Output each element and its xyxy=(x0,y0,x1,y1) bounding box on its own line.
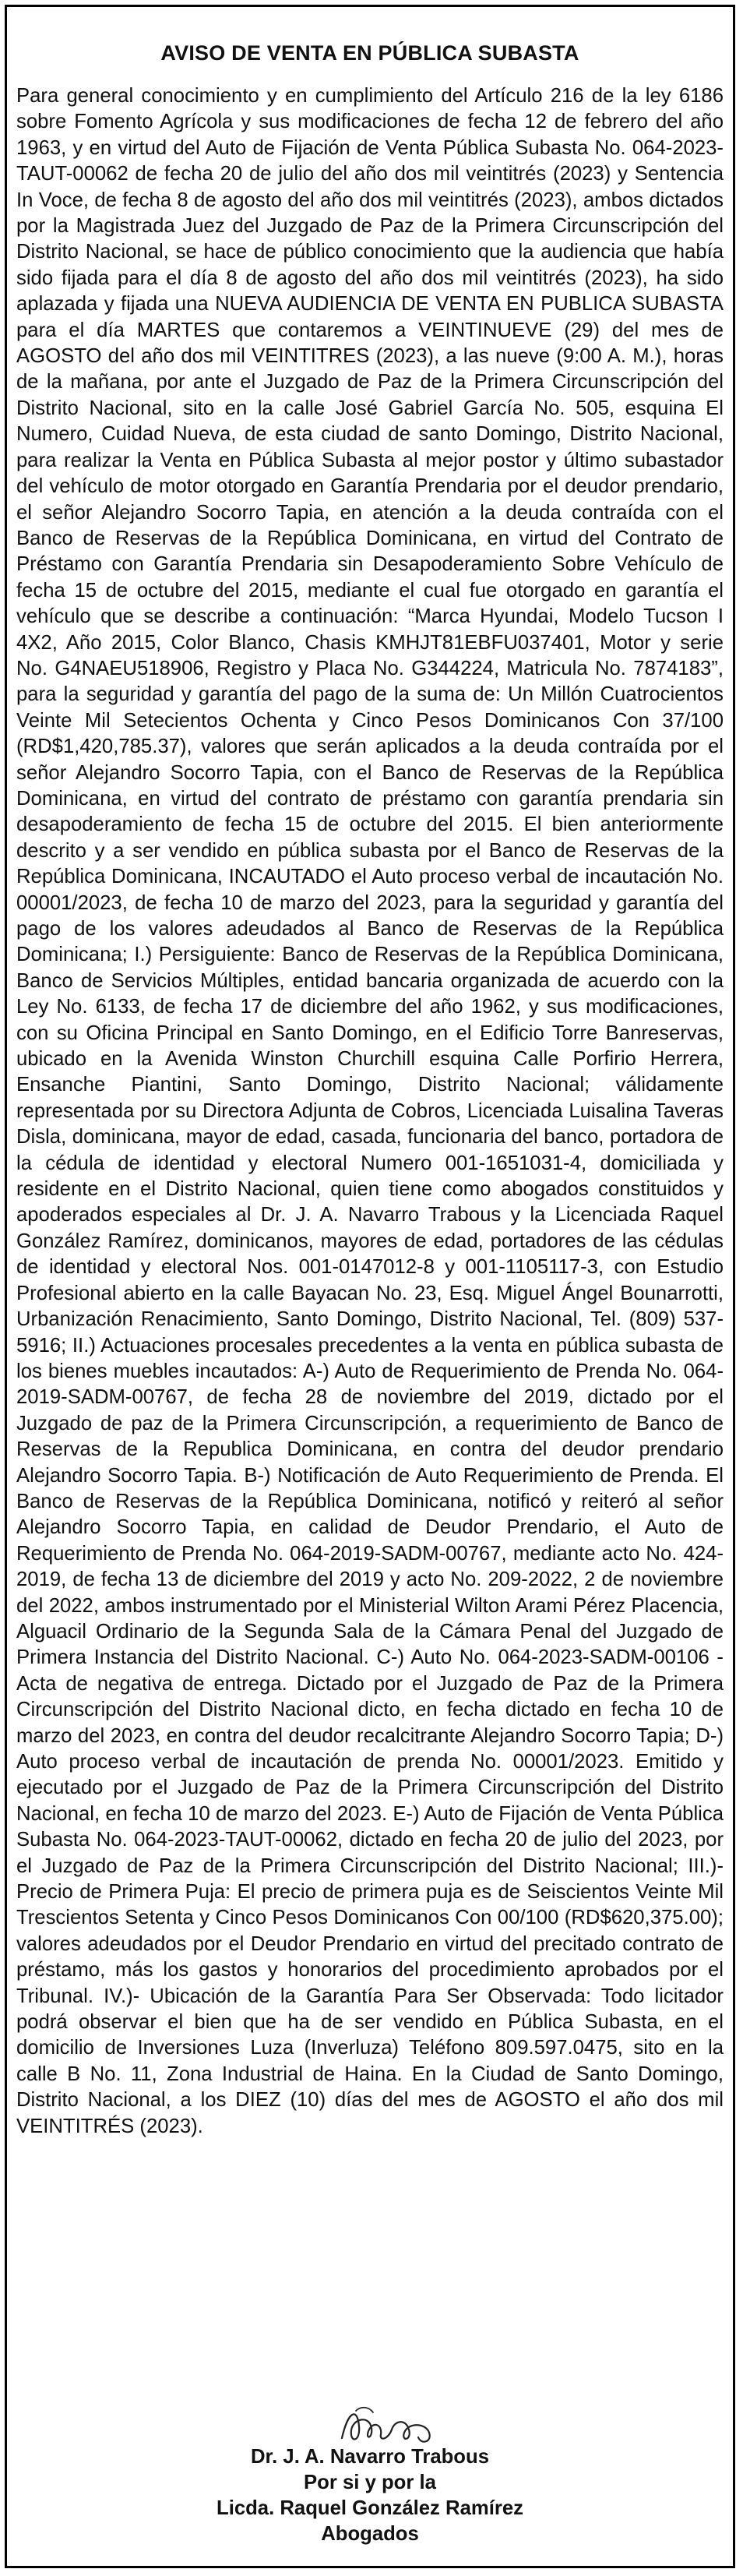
notice-title: AVISO DE VENTA EN PÚBLICA SUBASTA xyxy=(160,41,579,65)
co-signer-name: Licda. Raquel González Ramírez xyxy=(217,2497,523,2519)
signer-role: Abogados xyxy=(321,2523,419,2545)
signer-connector: Por si y por la xyxy=(304,2472,436,2493)
notice-body-paragraph: Para general conocimiento y en cumplimiento del Artículo 216 de la ley 6186 sobre Fomento Agrícola y sus modificaciones de fecha 12 de febrero del año 1963, y en virtud del Auto de Fijación de Venta Pública Subasta No. 064-2023-TAUT-00062 de fecha 20 de julio del año dos mil veintitrés (2023) y Sentencia In Voce, de fecha 8 de agosto del año dos mil veintitrés (2023), ambos dictados por la Magistrada Juez del Juzgado de Paz de la Primera Circunscripción del Distrito Nacional, se hace de público conocimiento que la audiencia que había sido fijada para el día 8 de agosto del año dos mil veintitrés (2023), ha sido aplazada y fijada una NUEVA AUDIENCIA DE VENTA EN PUBLICA SUBASTA para el día MARTES que contaremos a VEINTINUEVE (29) del mes de AGOSTO del año dos mil VEINTITRES (2023), a las nueve (9:00 A. M.), horas de la mañana, por ante el Juzgado de Paz de la Primera Circunscripción del Distrito Nacional, sito en la calle José Gabriel García No. 505, esquina El Numero, Cuidad Nueva, de esta ciudad de santo Domingo, Distrito Nacional, para realizar la Venta en Pública Subasta al mejor postor y último subastador del vehículo de motor otorgado en Garantía Prendaria por el deudor prendario, el señor Alejandro Socorro Tapia, en atención a la deuda contraída con el Banco de Reservas de la República Dominicana, en virtud del Contrato de Préstamo con Garantía Prendaria sin Desapoderamiento Sobre Vehículo de fecha 15 de octubre del 2015, mediante el cual fue otorgado en garantía el vehículo que se describe a continuación: “Marca Hyundai, Modelo Tucson I 4X2, Año 2015, Color Blanco, Chasis KMHJT81EBFU037401, Motor y serie No. G4NAEU518906, Registro y Placa No. G344224, Matricula No. 7874183”, para la seguridad y garantía del pago de la suma de: Un Millón Cuatrocientos Veinte Mil Setecientos Ochenta y Cinco Pesos Dominicanos Con 37/100 (RD$1,420,785.37), valores que serán aplicados a la deuda contraída por el señor Alejandro Socorro Tapia, con el Banco de Reservas de la República Dominicana, en virtud del contrato de préstamo con garantía prendaria sin desapoderamiento de fecha 15 de octubre del 2015. El bien anteriormente descrito y a ser vendido en pública subasta por el Banco de Reservas de la República Dominicana, INCAUTADO el Auto proceso verbal de incautación No. 00001/2023, de fecha 10 de marzo del 2023, para la seguridad y garantía del pago de los valores adeudados al Banco de Reservas de la República Dominicana; I.) Persiguiente: Banco de Reservas de la República Dominicana, Banco de Servicios Múltiples, entidad bancaria organizada de acuerdo con la Ley No. 6133, de fecha 17 de diciembre del año 1962, y sus modificaciones, con su Oficina Principal en Santo Domingo, en el Edificio Torre Banreservas, ubicado en la Avenida Winston Churchill esquina Calle Porfirio Herrera, Ensanche Piantini, Santo Domingo, Distrito Nacional; válidamente representada por su Directora Adjunta de Cobros, Licenciada Luisalina Taveras Disla, dominicana, mayor de edad, casada, funcionaria del banco, portadora de la cédula de identidad y electoral Numero 001-1651031-4, domiciliada y residente en el Distrito Nacional, quien tiene como abogados constituidos y apoderados especiales al Dr. J. A. Navarro Trabous y la Licenciada Raquel González Ramírez, dominicanos, mayores de edad, portadores de las cédulas de identidad y electoral Nos. 001-0147012-8 y 001-1105117-3, con Estudio Profesional abierto en la calle Bayacan No. 23, Esq. Miguel Ángel Bounarrotti, Urbanización Renacimiento, Santo Domingo, Distrito Nacional, Tel. (809) 537-5916; II.) Actuaciones procesales precedentes a la venta en pública subasta de los bienes muebles incautados: A-) Auto de Requerimiento de Prenda No. 064-2019-SADM-00767, de fecha 28 de noviembre del 2019, dictado por el Juzgado de paz de la Primera Circunscripción, a requerimiento de Banco de Reservas de la Republica Dominicana, en contra del deudor prendario Alejandro Socorro Tapia. B-) Notificación de Auto Requerimiento de Prenda. El Banco de Reservas de la República Dominicana, notificó y reiteró al señor Alejandro Socorro Tapia, en calidad de Deudor Prendario, el Auto de Requerimiento de Prenda No. 064-2019-SADM-00767, mediante acto No. 424-2019, de fecha 13 de diciembre del 2019 y acto No. 209-2022, 2 de noviembre del 2022, ambos instrumentado por el Ministerial Wilton Arami Pérez Placencia, Alguacil Ordinario de la Segunda Sala de la Cámara Penal del Juzgado de Primera Instancia del Distrito Nacional. C-) Auto No. 064-2023-SADM-00106 - Acta de negativa de entrega. Dictado por el Juzgado de Paz de la Primera Circunscripción del Distrito Nacional dicto, en fecha dictado en fecha 10 de marzo del 2023, en contra del deudor recalcitrante Alejandro Socorro Tapia; D-) Auto proceso verbal de incautación de prenda No. 00001/2023. Emitido y ejecutado por el Juzgado de Paz de la Primera Circunscripción del Distrito Nacional, en fecha 10 de marzo del 2023. E-) Auto de Fijación de Venta Pública Subasta No. 064-2023-TAUT-00062, dictado en fecha 20 de julio del 2023, por el Juzgado de Paz de la Primera Circunscripción del Distrito Nacional; III.)- Precio de Primera Puja: El precio de primera puja es de Seiscientos Veinte Mil Trescientos Setenta y Cinco Pesos Dominicanos Con 00/100 (RD$620,375.00); valores adeudados por el Deudor Prendario en virtud del precitado contrato de préstamo, más los gastos y honorarios del procedimiento aprobados por el Tribunal. IV.)- Ubicación de la Garantía Para Ser Observada: Todo licitador podrá observar el bien que ha de ser vendido en Pública Subasta, en el domicilio de Inversiones Luza (Inverluza) Teléfono 809.597.0475, sito en la calle B No. 11, Zona Industrial de Haina. En la Ciudad de Santo Domingo, Distrito Nacional, a los DIEZ (10) días del mes de AGOSTO el año dos mil VEINTITRÉS (2023). xyxy=(16,85,724,2137)
notice-body xyxy=(16,83,724,2140)
signer-name: Dr. J. A. Navarro Trabous xyxy=(251,2446,489,2468)
legal-notice xyxy=(5,5,735,2568)
signature-block xyxy=(7,2444,733,2547)
